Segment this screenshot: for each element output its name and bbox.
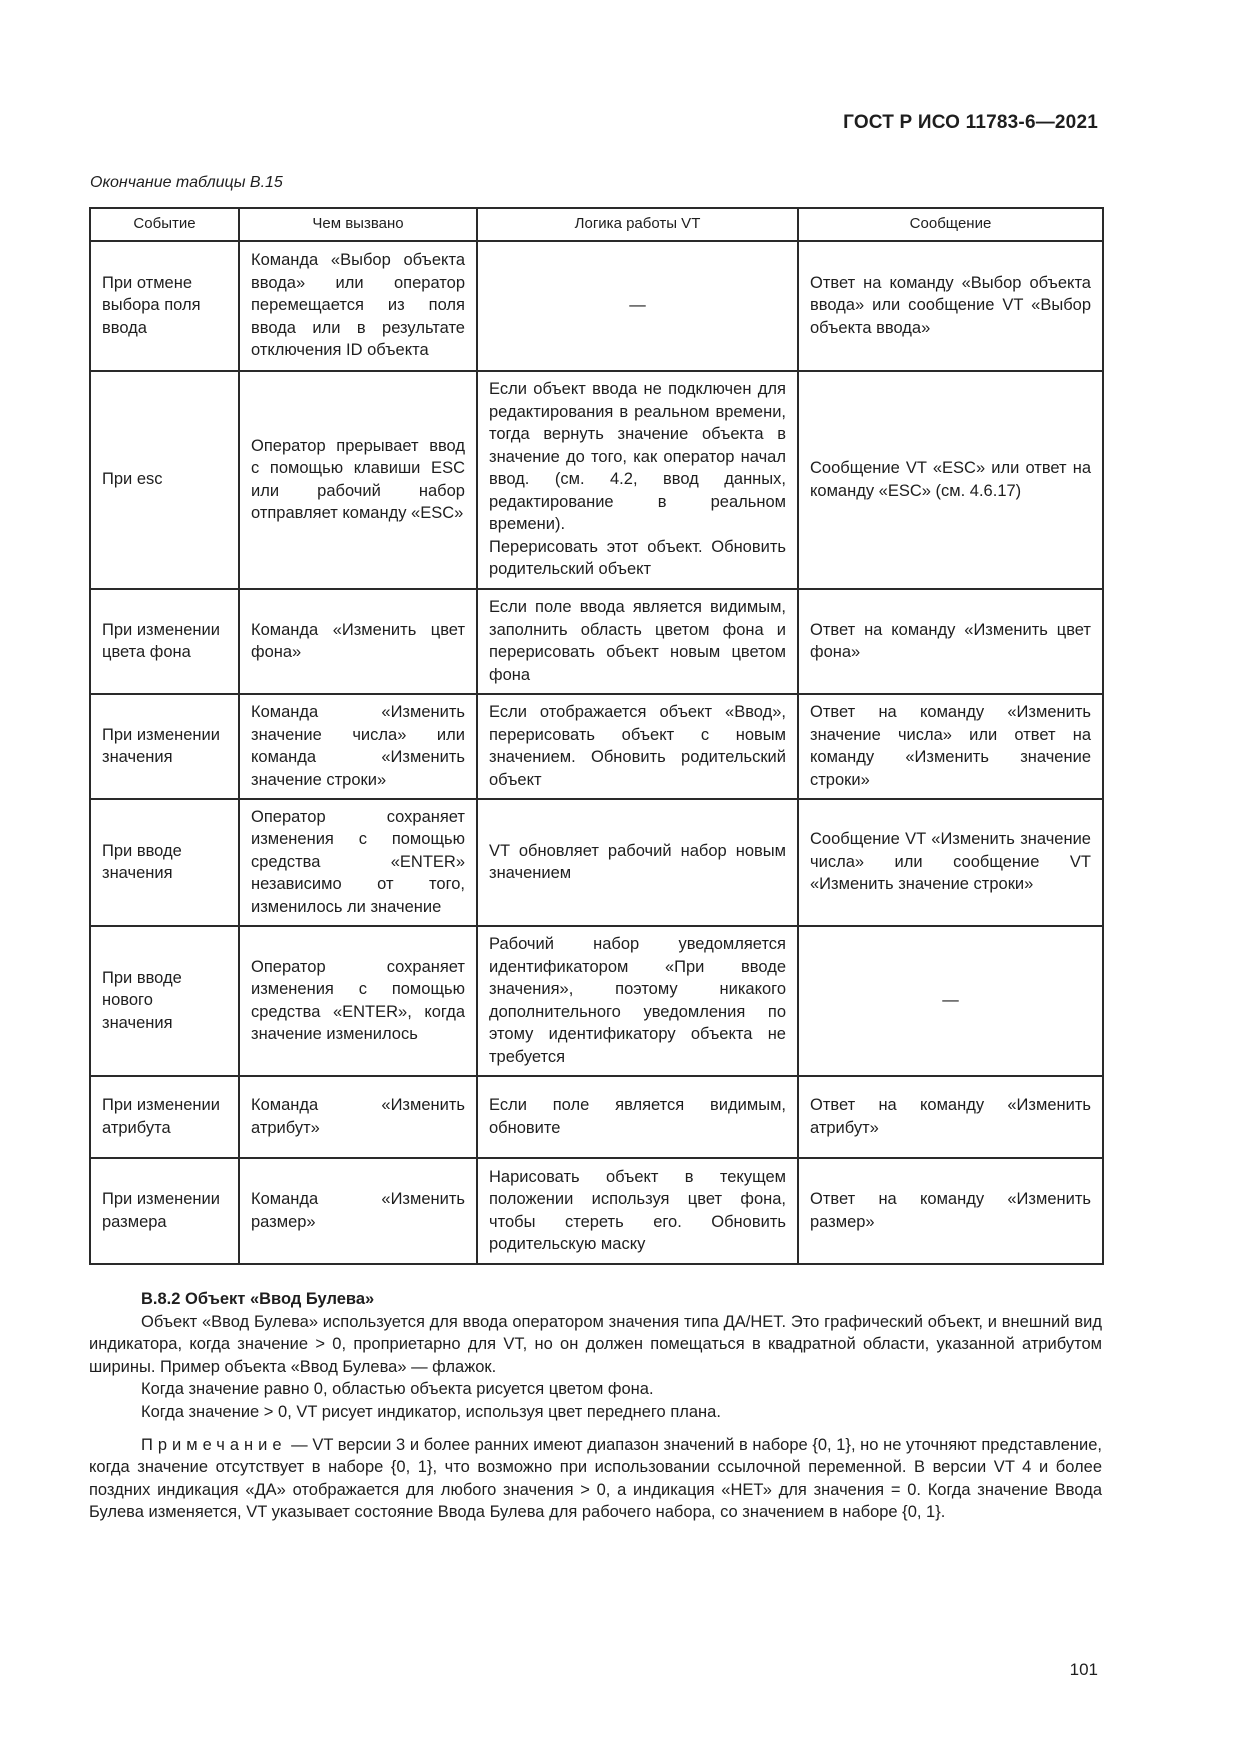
section-note [89, 1434, 1102, 1524]
cell-event: При изменении цвета фона [90, 589, 239, 694]
cell-message: Ответ на команду «Изменить размер» [798, 1158, 1103, 1264]
cell-event: При отмене выбора поля ввода [90, 241, 239, 371]
cell-event: При вводе нового значения [90, 926, 239, 1076]
table-row [90, 694, 1103, 799]
cell-event: При изменении значения [90, 694, 239, 799]
note-label: Примечание [141, 1435, 287, 1454]
table-row [90, 371, 1103, 589]
cell-event: При вводе значения [90, 799, 239, 926]
events-table [89, 207, 1104, 1265]
cell-logic: — [477, 241, 798, 371]
cell-message: Сообщение VT «Изменить значение числа» или сообщение VT «Изменить значение строки» [798, 799, 1103, 926]
section-boolean-input [89, 1288, 1102, 1524]
column-header-logic: Логика работы VT [477, 208, 798, 241]
cell-logic: VT обновляет рабочий набор новым значением [477, 799, 798, 926]
document-standard-header: ГОСТ Р ИСО 11783-6—2021 [843, 112, 1098, 133]
cell-logic [477, 371, 798, 589]
cell-logic: Рабочий набор уведомляется идентификатором «При вводе значения», поэтому никакого дополнительного уведомления по этому идентификатору объекта не требуется [477, 926, 798, 1076]
section-paragraph: Объект «Ввод Булева» используется для ввода оператором значения типа ДА/НЕТ. Это графический объект, и внешний вид индикатора, когда значение > 0, проприетарно для VT, но он должен помещаться в квадратной области, указанной атрибутом ширины. Пример объекта «Ввод Булева» — флажок. [89, 1312, 1102, 1376]
page-number: 101 [1069, 1660, 1098, 1679]
cell-cause: Команда «Выбор объекта ввода» или оператор перемещается из поля ввода или в результате отключения ID объекта [239, 241, 477, 371]
column-header-cause: Чем вызвано [239, 208, 477, 241]
cell-cause: Оператор сохраняет изменения с помощью средства «ENTER», когда значение изменилось [239, 926, 477, 1076]
section-paragraph: Когда значение > 0, VT рисует индикатор, используя цвет переднего плана. [141, 1402, 721, 1421]
cell-event: При изменении атрибута [90, 1076, 239, 1158]
table-caption: Окончание таблицы В.15 [90, 174, 283, 191]
cell-cause: Команда «Изменить размер» [239, 1158, 477, 1264]
cell-cause: Оператор прерывает ввод с помощью клавиши ESC или рабочий набор отправляет команду «ESC» [239, 371, 477, 589]
cell-cause: Команда «Изменить атрибут» [239, 1076, 477, 1158]
table-row [90, 926, 1103, 1076]
cell-event: При esc [90, 371, 239, 589]
table-row [90, 589, 1103, 694]
cell-message: Ответ на команду «Изменить цвет фона» [798, 589, 1103, 694]
cell-cause: Команда «Изменить цвет фона» [239, 589, 477, 694]
cell-cause: Команда «Изменить значение числа» или команда «Изменить значение строки» [239, 694, 477, 799]
section-paragraph: Когда значение равно 0, областью объекта рисуется цветом фона. [141, 1380, 654, 1399]
cell-logic: Если поле ввода является видимым, заполнить область цветом фона и перерисовать объект новым цветом фона [477, 589, 798, 694]
cell-logic-line-2: Перерисовать этот объект. Обновить родительский объект [489, 537, 786, 579]
cell-logic: Если отображается объект «Ввод», перерисовать объект с новым значением. Обновить родительский объект [477, 694, 798, 799]
cell-event: При изменении размера [90, 1158, 239, 1264]
section-heading: В.8.2 Объект «Ввод Булева» [141, 1290, 375, 1308]
cell-message: Сообщение VT «ESC» или ответ на команду «ESC» (см. 4.6.17) [798, 371, 1103, 589]
table-row [90, 799, 1103, 926]
cell-logic: Если поле является видимым, обновите [477, 1076, 798, 1158]
table-row [90, 241, 1103, 371]
cell-message: Ответ на команду «Выбор объекта ввода» или сообщение VT «Выбор объекта ввода» [798, 241, 1103, 371]
table-row [90, 1158, 1103, 1264]
cell-logic-line-1: Если объект ввода не подключен для редактирования в реальном времени, тогда вернуть значение объекта в значение до того, как оператор начал ввод. (см. 4.2, ввод данных, редактирование в реальном времени). [489, 380, 786, 534]
cell-message: Ответ на команду «Изменить значение числа» или ответ на команду «Изменить значение строки» [798, 694, 1103, 799]
cell-cause: Оператор сохраняет изменения с помощью средства «ENTER» независимо от того, изменилось ли значение [239, 799, 477, 926]
table-header-row [90, 208, 1103, 241]
column-header-message: Сообщение [798, 208, 1103, 241]
table-row [90, 1076, 1103, 1158]
column-header-event: Событие [90, 208, 239, 241]
cell-message: Ответ на команду «Изменить атрибут» [798, 1076, 1103, 1158]
cell-logic: Нарисовать объект в текущем положении используя цвет фона, чтобы стереть его. Обновить родительскую маску [477, 1158, 798, 1264]
cell-message: — [798, 926, 1103, 1076]
note-text: — VT версии 3 и более ранних имеют диапазон значений в наборе {0, 1}, но не уточняют представление, когда значение отсутствует в наборе {0, 1}, что возможно при использовании ссылочной переменной. В версии VT 4 и более поздних индикация «ДА» отображается для любого значения > 0, а индикация «НЕТ» для значения = 0. Когда значение Ввода Булева изменяется, VT указывает состояние Ввода Булева для рабочего набора, со значением в наборе {0, 1}. [89, 1435, 1102, 1522]
